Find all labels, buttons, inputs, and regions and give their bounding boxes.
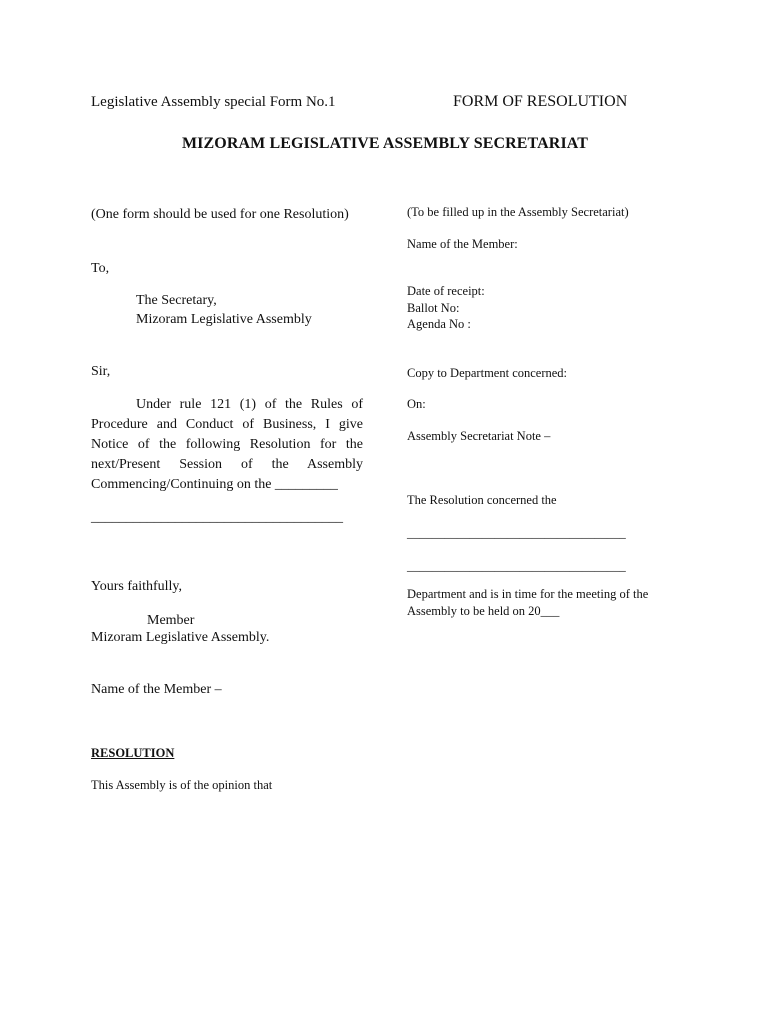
salutation: Sir,: [91, 364, 111, 379]
copy-to-department-label: Copy to Department concerned:: [407, 366, 568, 380]
agenda-no-label: Agenda No :: [407, 317, 471, 331]
member-label: Member: [147, 613, 195, 628]
member-name-field-label: Name of the Member:: [407, 237, 518, 251]
secretariat-fill-note: (To be filled up in the Assembly Secretariat): [407, 205, 629, 219]
date-of-receipt-label: Date of receipt:: [407, 284, 485, 298]
addressee-line-1: The Secretary,: [136, 293, 217, 308]
resolution-concerned-text: The Resolution concerned the: [407, 493, 557, 507]
resolution-text: This Assembly is of the opinion that: [91, 778, 273, 792]
page-title: MIZORAM LEGISLATIVE ASSEMBLY SECRETARIAT: [181, 135, 589, 152]
ballot-no-label: Ballot No:: [407, 301, 460, 315]
closing-phrase: Yours faithfully,: [91, 579, 183, 594]
blank-fill-line-1: ___________________________________: [407, 526, 626, 540]
notice-body: Under rule 121 (1) of the Rules of Procedure and Conduct of Business, I give Notice of the following Resolution for the next/Present Session of the Assembly Commencing/Continuing on the _________: [91, 397, 363, 492]
department-meeting-text: Department and is in time for the meeting of the Assembly to be held on 20___: [407, 587, 649, 618]
member-name-label: Name of the Member –: [91, 682, 222, 697]
assembly-name: Mizoram Legislative Assembly.: [91, 630, 270, 645]
form-number-label: Legislative Assembly special Form No.1: [91, 94, 336, 110]
on-label: On:: [407, 397, 426, 411]
one-form-note: (One form should be used for one Resolution): [91, 207, 349, 222]
form-title: FORM OF RESOLUTION: [453, 93, 628, 110]
blank-fill-line: ____________________________________: [91, 510, 343, 525]
secretariat-note-label: Assembly Secretariat Note –: [407, 429, 551, 443]
to-label: To,: [91, 261, 110, 276]
addressee-line-2: Mizoram Legislative Assembly: [136, 312, 312, 327]
resolution-heading: RESOLUTION: [91, 746, 175, 760]
blank-fill-line-2: ___________________________________: [407, 559, 626, 573]
